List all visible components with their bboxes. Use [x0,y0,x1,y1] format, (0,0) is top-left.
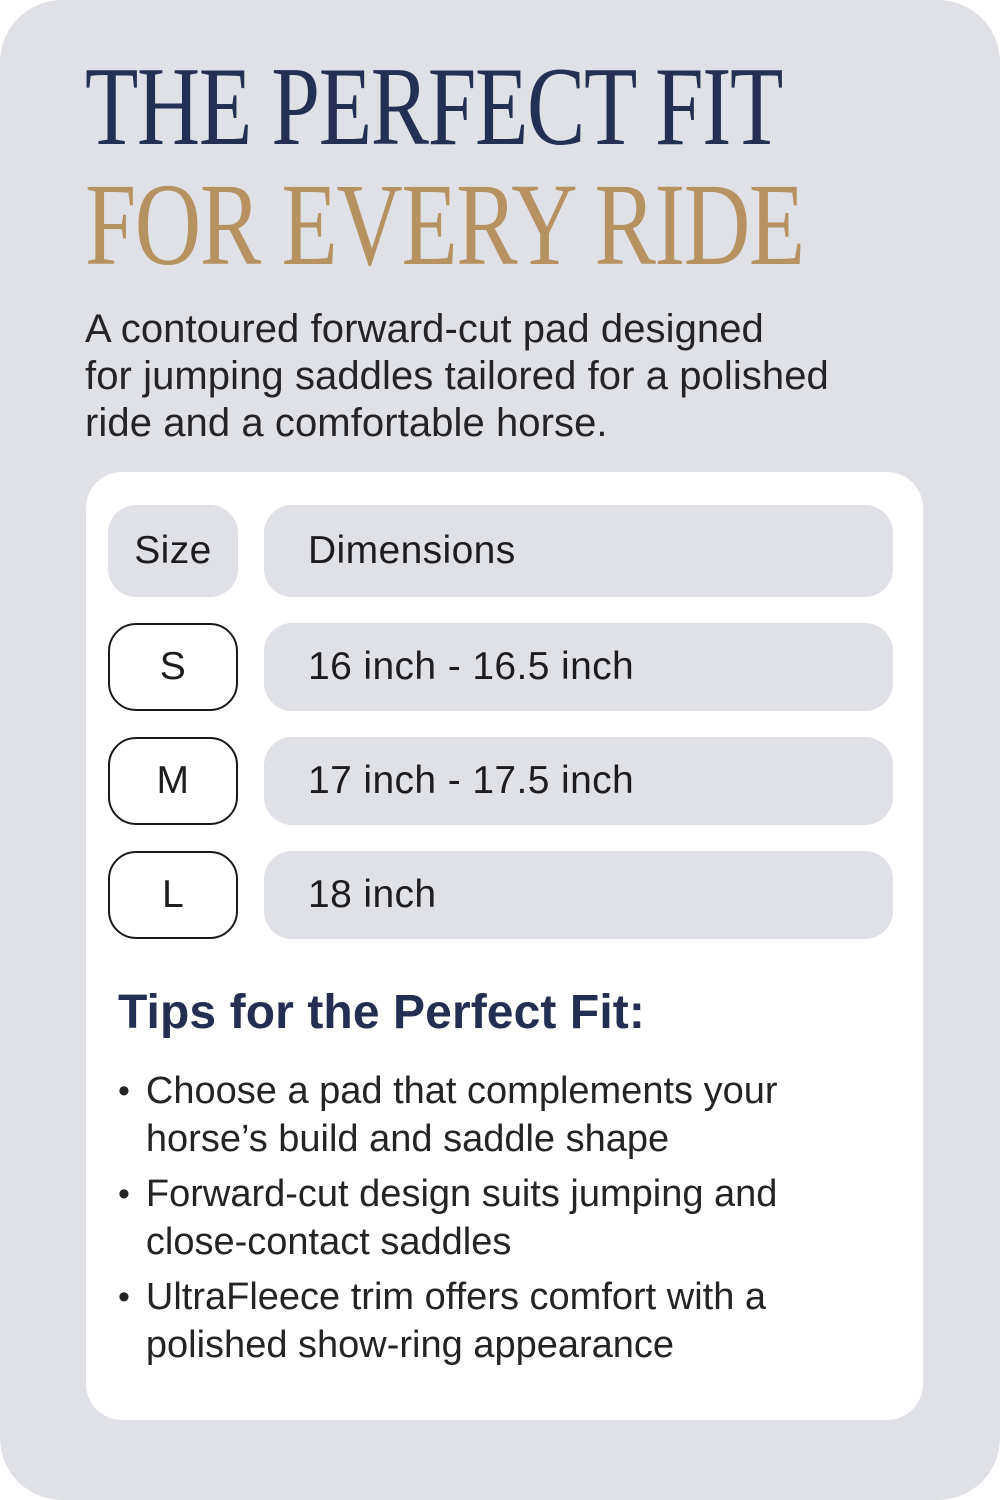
dimensions-value-cell [264,851,893,939]
size-badge-s [108,623,238,711]
page-title-line1: THE PERFECT FIT [85,45,783,169]
list-item [118,1067,893,1163]
description-line: for jumping saddles tailored for a polished [85,354,829,398]
tips-heading: Tips for the Perfect Fit: [118,986,645,1039]
dimensions-value-cell [264,737,893,825]
page-title-line2: FOR EVERY RIDE [85,159,804,290]
tip-text: Forward-cut design suits jumping and close-contact saddles [145,1173,778,1263]
table-row [108,851,893,939]
dimensions-header-label: Dimensions [308,529,516,572]
dimensions-value: 16 inch - 16.5 inch [308,645,635,688]
dimensions-value: 18 inch [308,873,437,916]
bullet-icon: • [118,1072,130,1110]
product-description [85,306,945,447]
size-chart-card [86,472,923,1420]
bullet-icon: • [118,1175,130,1213]
size-badge-l [108,851,238,939]
description-line: A contoured forward-cut pad designed [85,307,764,351]
dimensions-column-header [264,505,893,597]
description-line: ride and a comfortable horse. [85,401,608,445]
list-item [118,1170,893,1266]
table-row [108,623,893,711]
dimensions-value: 17 inch - 17.5 inch [308,759,635,802]
size-label: M [156,759,190,802]
bullet-icon: • [118,1278,130,1316]
size-label: S [159,645,187,688]
tip-text: UltraFleece trim offers comfort with a polished show-ring appearance [145,1276,767,1366]
size-column-header [108,505,238,597]
tip-text: Choose a pad that complements your horse’s build and saddle shape [145,1070,778,1160]
size-header-label: Size [134,529,212,572]
header [85,45,945,447]
size-table-header-row [108,505,893,597]
list-item [118,1273,893,1369]
size-badge-m [108,737,238,825]
tips-list [118,1067,893,1369]
dimensions-value-cell [264,623,893,711]
table-row [108,737,893,825]
size-label: L [161,873,185,916]
